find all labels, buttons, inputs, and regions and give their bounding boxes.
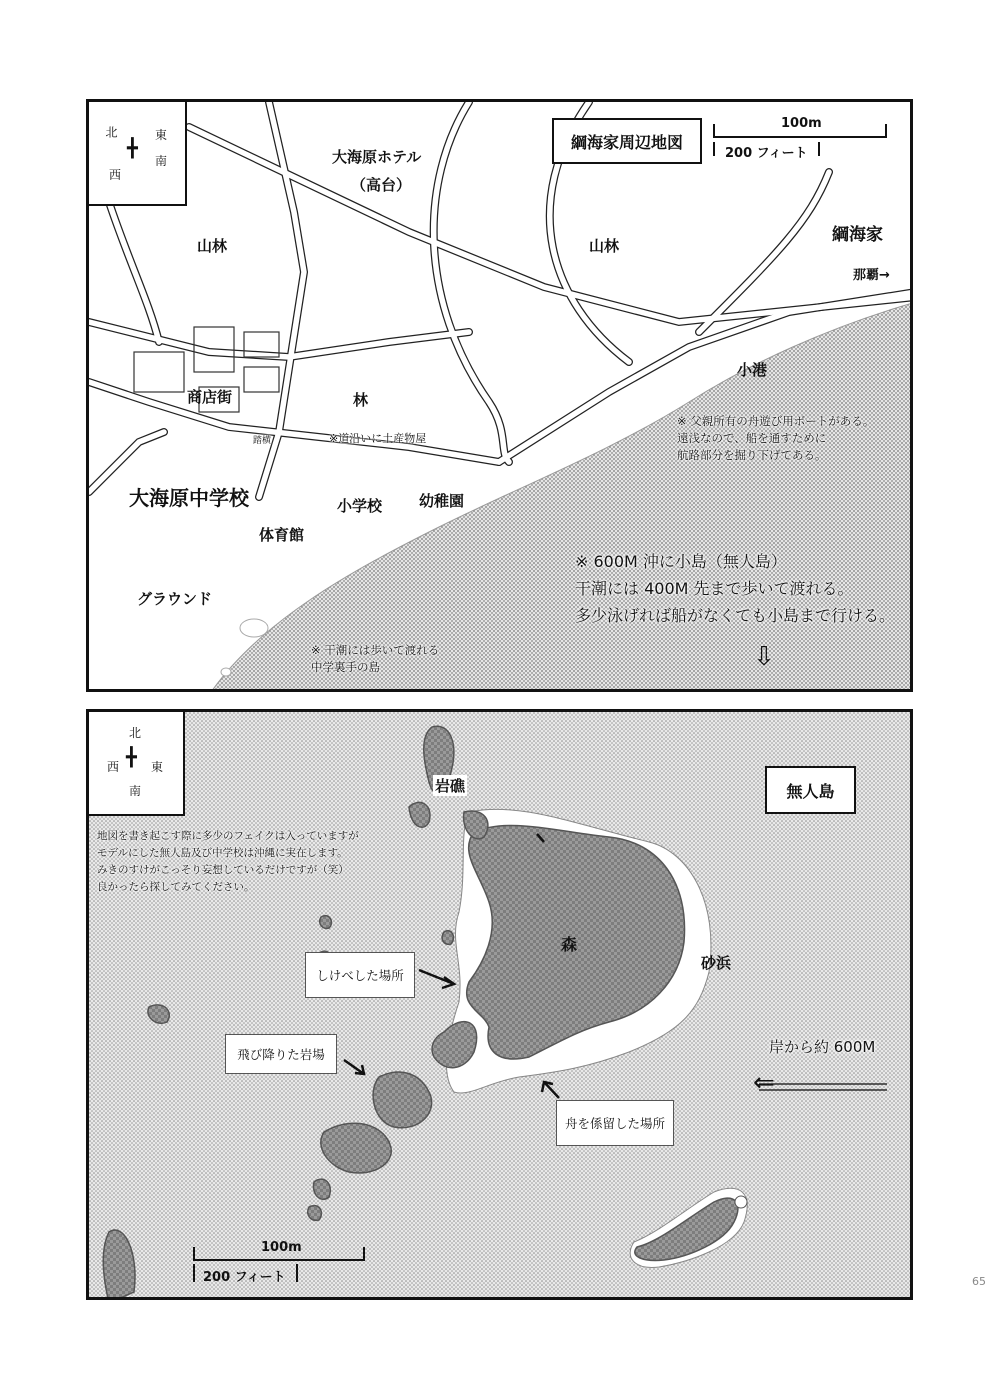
islet <box>240 619 268 637</box>
note-boat: ※ 父親所有の舟遊び用ボートがある。 遠浅なので、船を通すために 航路部分を掘り下げてある。 <box>677 414 875 462</box>
map-title: 無人島 <box>765 766 856 814</box>
label-reef: 岩礁 <box>435 777 466 795</box>
callout-peek: しけべした場所 <box>305 952 415 998</box>
label-port: 小港 <box>737 361 768 379</box>
compass-north: 北 <box>129 726 142 740</box>
compass-west: 西 <box>109 168 122 182</box>
label-forest: 森 <box>561 935 578 954</box>
scale-feet: 200 フィート <box>725 146 808 161</box>
label-forest-right: 山林 <box>589 237 620 255</box>
label-shopping: 商店街 <box>187 388 233 406</box>
compass-cross-icon: ╋ <box>127 138 138 159</box>
island-map <box>86 709 913 1300</box>
label-hotel: 大海原ホテル <box>332 148 422 166</box>
scale-meters: 100m <box>781 116 822 131</box>
label-souvenir: ※道沿いに土産物屋 <box>329 432 427 445</box>
label-hotel-sub: （高台） <box>351 176 412 194</box>
page-number: 65 <box>972 1275 986 1288</box>
map-title: 綱海家周辺地図 <box>552 118 702 164</box>
sea-area <box>209 302 913 692</box>
arrow-down-icon: ⇩ <box>753 642 775 672</box>
compass-south: 南 <box>129 784 142 798</box>
arrow-left-icon: ⇐ <box>753 1068 775 1098</box>
label-crossing: 踏横 <box>253 436 272 446</box>
compass-rose-2 <box>89 712 185 816</box>
compass-north: 北 <box>104 126 118 138</box>
label-woods: 林 <box>353 391 369 409</box>
note-island: ※ 600M 沖に小島（無人島） 干潮には 400M 先まで歩いて渡れる。 多少泳げれば船がなくても小島まで行ける。 <box>575 552 896 625</box>
callout-moor: 舟を係留した場所 <box>556 1100 674 1146</box>
label-elementary: 小学校 <box>337 497 383 515</box>
compass-west: 西 <box>107 760 120 774</box>
compass-cross-icon: ╋ <box>126 747 137 768</box>
compass-east: 東 <box>155 128 168 142</box>
compass-south: 南 <box>155 154 168 168</box>
neighborhood-map <box>86 99 913 692</box>
scale-feet: 200 フィート <box>203 1270 286 1285</box>
label-forest-left: 山林 <box>197 237 228 255</box>
note-islet: ※ 干潮には歩いて渡れる 中学裏手の島 <box>311 643 440 674</box>
label-tsunami-house: 綱海家 <box>832 225 883 245</box>
label-gym: 体育館 <box>259 526 305 544</box>
compass-rose <box>89 102 187 206</box>
label-distance: 岸から約 600M <box>769 1038 876 1056</box>
scale-meters: 100m <box>261 1240 302 1255</box>
compass-east: 東 <box>151 760 164 774</box>
label-beach: 砂浜 <box>701 954 732 972</box>
label-ground: グラウンド <box>137 590 213 608</box>
disclaimer-note: 地図を書き起こす際に多少のフェイクは入っていますが モデルにした無人島及び中学校は沖縄に実在します。 みきのすけがこっそり妄想しているだけですが（笑） 良かったら探してみてください。 <box>97 830 359 893</box>
label-middle-school: 大海原中学校 <box>129 486 249 510</box>
label-naha: 那覇→ <box>853 268 890 283</box>
callout-jump: 飛び降りた岩場 <box>225 1034 337 1074</box>
label-kindergarten: 幼稚園 <box>419 492 465 510</box>
